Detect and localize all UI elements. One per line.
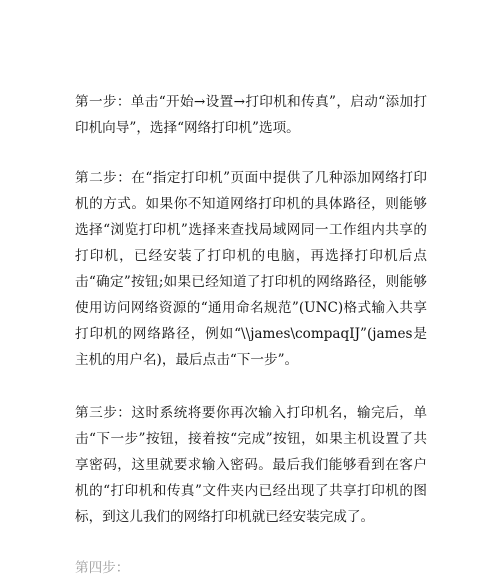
step-three-paragraph: 第三步：这时系统将要你再次输入打印机名，输完后，单击“下一步”按钮，接着按“完成”按钮，如果主机设置了共享密码，这里就要求输入密码。最后我们能够看到在客户机的“打印机和传真”文件夹内已经出现了共享打印机的图标，到这儿我们的网络打印机就已经安装完成了。 [75, 405, 427, 525]
step-four-paragraph-partial: 第四步： [75, 560, 130, 576]
step-one-paragraph: 第一步：单击“开始→设置→打印机和传真”，启动“添加打印机向导”，选择“网络打印机”选项。 [75, 94, 427, 136]
step-two-paragraph: 第二步：在“指定打印机”页面中提供了几种添加网络打印机的方式。如果你不知道网络打印机的具体路径，则能够选择“浏览打印机”选择来查找局域网同一工作组内共享的打印机，已经安装了打印机的电脑，再选择打印机后点击“确定”按钮;如果已经知道了打印机的网络路径，则能够使用访问网络资源的“通用命名规范”(UNC)格式输入共享打印机的网络路径，例如“\\james\compaqIJ”(james是主机的用户名)，最后点击“下一步”。 [75, 170, 427, 368]
